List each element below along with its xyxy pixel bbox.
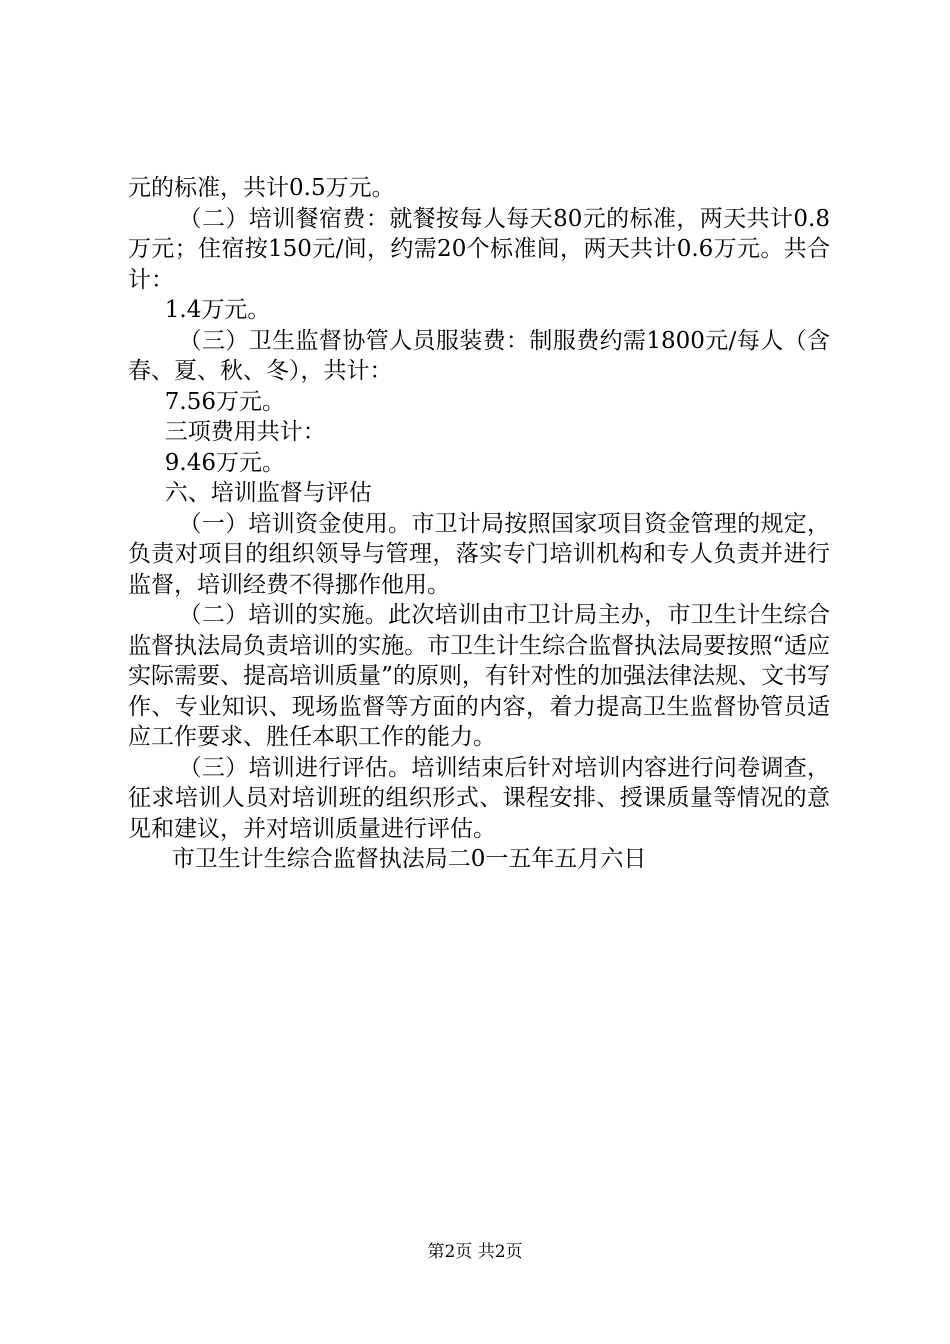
paragraph-three-items-label: 三项费用共计： — [164, 419, 326, 445]
paragraph-fund-usage: （一）培训资金使用。市卫计局按照国家项目资金管理的规定，负责对项目的组织领导与管理，落实专门培训机构和专人负责并进行监督，培训经费不得挪作他用。 — [128, 510, 830, 598]
paragraph-evaluation: （三）培训进行评估。培训结束后针对培训内容进行问卷调查，征求培训人员对培训班的组织形式、课程安排、授课质量等情况的意见和建议，并对培训质量进行评估。 — [128, 754, 830, 842]
paragraph-uniform-total: 7.56万元。 — [164, 388, 286, 415]
paragraph-meal-lodging-total: 1.4万元。 — [164, 297, 271, 323]
document-body — [128, 173, 830, 875]
signature-date-line: 市卫生计生综合监督执法局二0一五年五月六日 — [171, 846, 647, 872]
paragraph-three-items-total: 9.46万元。 — [164, 449, 286, 476]
section-heading-supervision: 六、培训监督与评估 — [164, 480, 372, 506]
paragraph-continuation: 元的标准，共计0.5万元。 — [128, 175, 395, 201]
paragraph-meal-lodging-fee: （二）培训餐宿费：就餐按每人每天80元的标准，两天共计0.8万元；住宿按150元/间，约需20个标准间，两天共计0.6万元。共合计： — [128, 205, 830, 293]
paragraph-uniform-fee: （三）卫生监督协管人员服装费：制服费约需1800元/每人（含春、夏、秋、冬），共计： — [128, 327, 830, 384]
paragraph-implementation: （二）培训的实施。此次培训由市卫计局主办，市卫生计生综合监督执法局负责培训的实施。市卫生计生综合监督执法局要按照“适应实际需要、提高培训质量”的原则，有针对性的加强法律法规、文书写作、专业知识、现场监督等方面的内容，着力提高卫生监督协管员适应工作要求、胜任本职工作的能力。 — [128, 602, 830, 750]
page-number-footer: 第2页 共2页 — [427, 1242, 523, 1262]
